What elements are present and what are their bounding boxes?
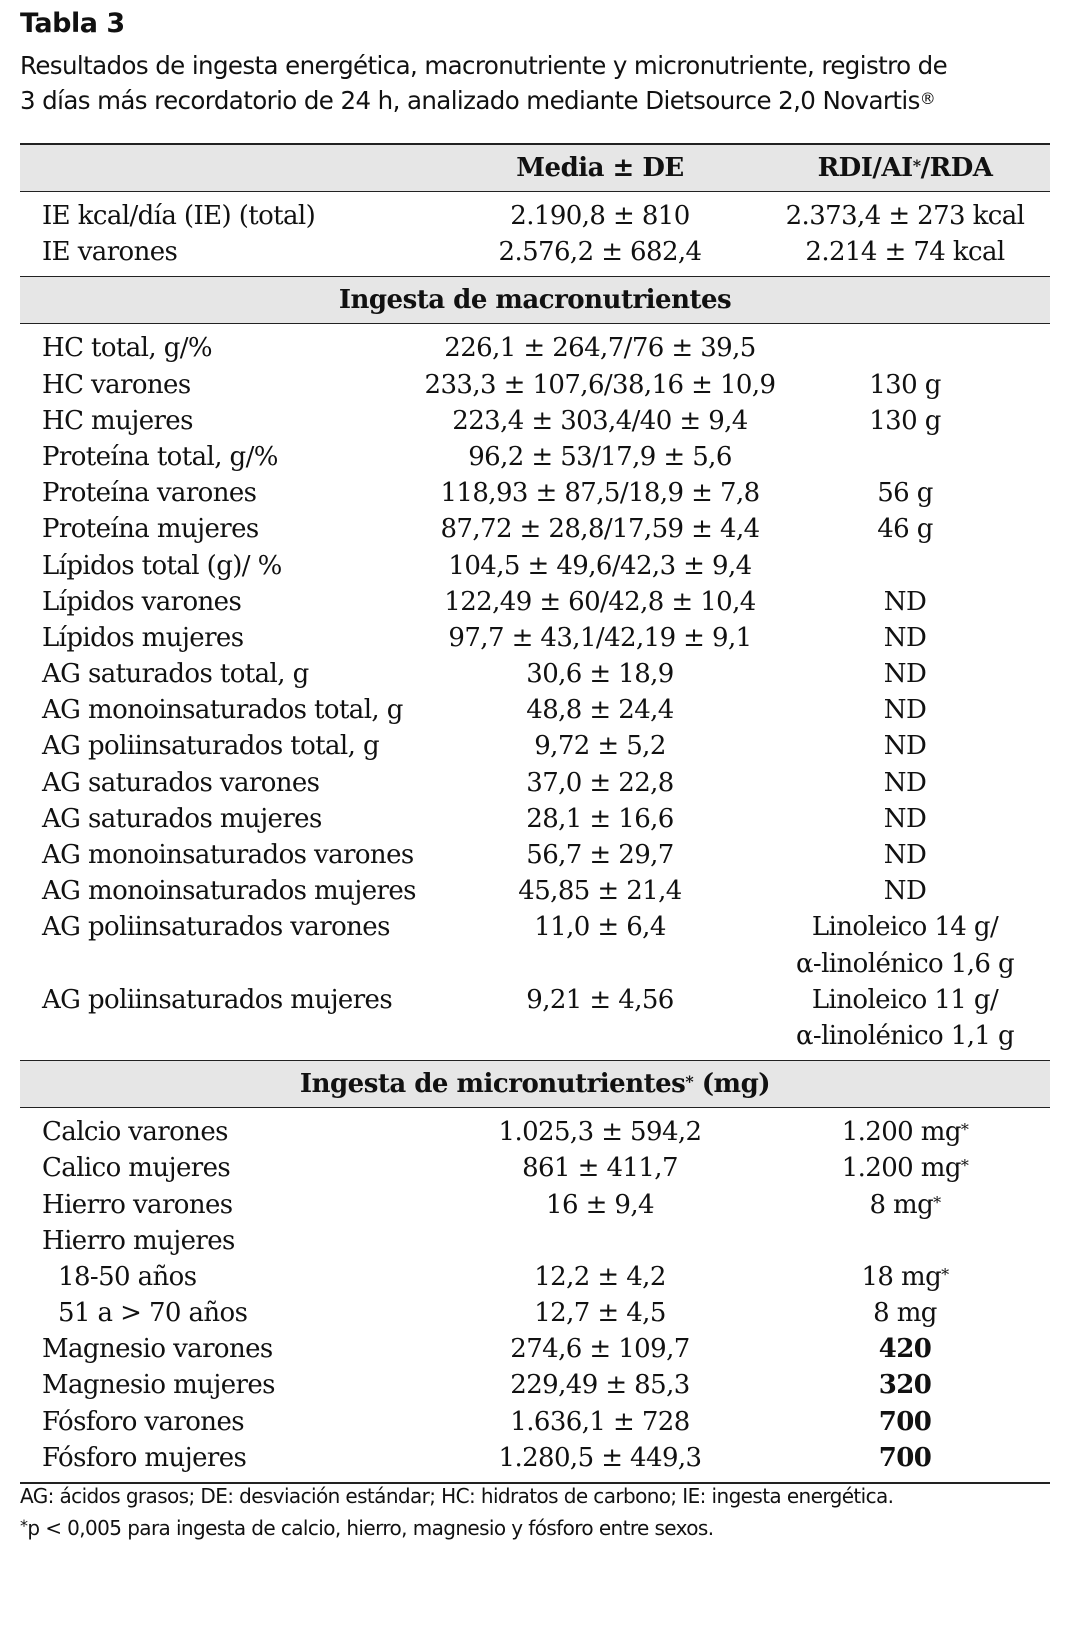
row-label: HC mujeres — [42, 405, 193, 436]
row-reference — [760, 837, 1050, 873]
trademark-symbol: ® — [919, 89, 936, 108]
row-label: AG monoinsaturados mujeres — [42, 876, 416, 907]
table-row — [20, 403, 1050, 439]
reference-value: ND — [883, 586, 927, 617]
row-reference — [760, 1150, 1050, 1186]
table-row — [20, 475, 1050, 511]
row-reference — [760, 620, 1050, 656]
row-reference — [760, 656, 1050, 692]
reference-line-1: Linoleico 14 g/ — [811, 912, 999, 943]
row-reference — [760, 765, 1050, 801]
table-row — [20, 1223, 1050, 1259]
row-label: HC varones — [42, 369, 191, 400]
row-mean: 104,5 ± 49,6/42,3 ± 9,4 — [448, 550, 752, 581]
reference-value: ND — [883, 840, 927, 870]
row-label: Magnesio mujeres — [42, 1370, 275, 1401]
reference-line-1: Linoleico 11 g/ — [811, 984, 999, 1015]
reference-asterisk: * — [960, 1120, 969, 1140]
reference-value: ND — [883, 731, 927, 762]
row-label: IE kcal/día (IE) (total) — [42, 201, 316, 231]
row-reference — [760, 692, 1050, 728]
row-mean: 233,3 ± 107,6/38,16 ± 10,9 — [424, 369, 776, 400]
row-mean: 37,0 ± 22,8 — [526, 767, 674, 798]
row-mean: 96,2 ± 53/17,9 ± 5,6 — [468, 441, 732, 472]
reference-value: 420 — [878, 1334, 932, 1365]
row-mean: 12,2 ± 4,2 — [534, 1261, 666, 1292]
row-mean: 1.025,3 ± 594,2 — [498, 1117, 702, 1148]
row-mean: 87,72 ± 28,8/17,59 ± 4,4 — [440, 514, 760, 545]
row-reference — [760, 1114, 1050, 1150]
row-reference — [760, 1404, 1050, 1440]
row-reference — [760, 1187, 1050, 1223]
row-mean: 118,93 ± 87,5/18,9 ± 7,8 — [440, 478, 760, 509]
macro-section-header: Ingesta de macronutrientes — [20, 276, 1050, 324]
reference-asterisk: * — [933, 1192, 941, 1212]
row-reference — [760, 1295, 1050, 1331]
header-reference: RDI/AI*/RDA — [817, 153, 993, 183]
row-label: Hierro varones — [42, 1189, 233, 1220]
table-row — [20, 801, 1050, 837]
caption-line-1: Resultados de ingesta energética, macronutriente y micronutriente, registro de — [20, 51, 948, 80]
table-row — [20, 1404, 1050, 1440]
row-label: Hierro mujeres — [42, 1225, 235, 1256]
row-label: AG saturados total, g — [42, 659, 309, 690]
row-label: AG monoinsaturados varones — [42, 840, 414, 870]
macro-section — [20, 324, 1050, 1060]
reference-line-2: α-linolénico 1,6 g — [795, 948, 1015, 979]
row-reference — [760, 475, 1050, 511]
table-row — [20, 439, 1050, 475]
reference-value: ND — [883, 622, 927, 653]
table-row — [20, 1440, 1050, 1476]
table-row — [20, 1367, 1050, 1403]
table-row — [20, 837, 1050, 873]
row-mean: 30,6 ± 18,9 — [526, 659, 674, 690]
reference-value: ND — [883, 803, 927, 834]
reference-value: 8 mg — [869, 1189, 934, 1220]
table-row — [20, 198, 1050, 234]
row-reference — [760, 873, 1050, 909]
table-row — [20, 1259, 1050, 1295]
reference-value: ND — [883, 876, 927, 907]
row-mean: 9,21 ± 4,56 — [526, 984, 674, 1015]
row-reference — [760, 1259, 1050, 1295]
row-label: Lípidos varones — [42, 586, 242, 617]
row-label: AG poliinsaturados total, g — [42, 731, 380, 762]
table-header — [20, 143, 1050, 192]
row-mean: 274,6 ± 109,7 — [510, 1334, 690, 1365]
reference-value: 2.373,4 ± 273 kcal — [785, 201, 1025, 231]
reference-value: 700 — [878, 1442, 932, 1473]
row-label: Fósforo varones — [42, 1406, 244, 1437]
caption-line-2: 3 días más recordatorio de 24 h, analizado mediante Dietsource 2,0 Novartis® — [20, 86, 936, 115]
table-footnotes — [20, 1480, 1050, 1544]
reference-value: 130 g — [869, 405, 941, 436]
row-label: Calico mujeres — [42, 1153, 231, 1184]
table-row — [20, 656, 1050, 692]
row-mean: 229,49 ± 85,3 — [510, 1370, 690, 1401]
table-row — [20, 1295, 1050, 1331]
reference-value: 130 g — [869, 369, 941, 400]
row-mean: 2.190,8 ± 810 — [510, 201, 690, 231]
footnote-abbreviations: AG: ácidos grasos; DE: desviación estándar; HC: hidratos de carbono; IE: ingesta energética. — [20, 1484, 894, 1508]
row-mean: 45,85 ± 21,4 — [518, 876, 682, 907]
reference-value: ND — [883, 659, 927, 690]
row-label: Proteína total, g/% — [42, 441, 278, 472]
micro-section-header: Ingesta de micronutrientes* (mg) — [20, 1060, 1050, 1108]
row-label: AG poliinsaturados mujeres — [42, 984, 393, 1015]
row-label: Calcio varones — [42, 1117, 228, 1148]
row-mean: 97,7 ± 43,1/42,19 ± 9,1 — [448, 622, 752, 653]
table-row — [20, 620, 1050, 656]
table-caption — [20, 48, 1050, 118]
row-label: AG monoinsaturados total, g — [42, 695, 403, 726]
table-row — [20, 511, 1050, 547]
row-reference — [760, 584, 1050, 620]
row-label: Proteína mujeres — [42, 514, 259, 545]
row-mean: 122,49 ± 60/42,8 ± 10,4 — [444, 586, 756, 617]
reference-value: 56 g — [877, 478, 933, 509]
row-label: 51 a > 70 años — [58, 1298, 248, 1329]
row-mean: 2.576,2 ± 682,4 — [498, 237, 702, 268]
row-mean: 223,4 ± 303,4/40 ± 9,4 — [452, 405, 748, 436]
table-row — [20, 584, 1050, 620]
header-mean: Media ± DE — [516, 153, 684, 183]
table-row — [20, 873, 1050, 909]
table-row — [20, 692, 1050, 728]
row-mean: 48,8 ± 24,4 — [526, 695, 674, 726]
row-reference — [760, 234, 1050, 270]
row-label: Lípidos mujeres — [42, 622, 244, 653]
reference-value: 8 mg — [873, 1298, 937, 1329]
row-label: HC total, g/% — [42, 333, 213, 364]
row-reference — [760, 403, 1050, 439]
table-row — [20, 728, 1050, 764]
reference-value: 2.214 ± 74 kcal — [805, 237, 1005, 268]
row-label: AG poliinsaturados varones — [42, 912, 390, 943]
row-reference — [760, 198, 1050, 234]
table-row — [20, 909, 1050, 981]
reference-value: 320 — [878, 1370, 932, 1401]
row-reference — [760, 982, 1050, 1054]
table-row — [20, 367, 1050, 403]
reference-value: 46 g — [877, 514, 933, 545]
row-mean: 9,72 ± 5,2 — [534, 731, 666, 762]
reference-value: 700 — [878, 1406, 932, 1437]
row-reference — [760, 1440, 1050, 1476]
row-reference — [760, 1367, 1050, 1403]
row-mean: 861 ± 411,7 — [522, 1153, 678, 1184]
micro-section — [20, 1108, 1050, 1482]
row-label: AG saturados varones — [42, 767, 320, 798]
table-row — [20, 982, 1050, 1054]
row-reference — [760, 909, 1050, 981]
table-row — [20, 548, 1050, 584]
table-row — [20, 1187, 1050, 1223]
table-row — [20, 1114, 1050, 1150]
row-label: AG saturados mujeres — [42, 803, 322, 834]
footnote-significance: *p < 0,005 para ingesta de calcio, hierro, magnesio y fósforo entre sexos. — [20, 1516, 714, 1540]
row-label: Lípidos total (g)/ % — [42, 550, 282, 581]
table-row — [20, 1150, 1050, 1186]
reference-value: 1.200 mg — [841, 1117, 961, 1148]
row-mean: 56,7 ± 29,7 — [526, 840, 674, 870]
row-mean: 16 ± 9,4 — [546, 1189, 654, 1220]
table-label: Tabla 3 — [20, 8, 125, 39]
table-row — [20, 234, 1050, 270]
reference-line-2: α-linolénico 1,1 g — [795, 1020, 1015, 1051]
reference-value: ND — [883, 767, 927, 798]
energy-section — [20, 192, 1050, 276]
reference-value: 1.200 mg — [841, 1153, 961, 1184]
reference-asterisk: * — [941, 1264, 949, 1284]
row-reference — [760, 728, 1050, 764]
row-mean: 11,0 ± 6,4 — [534, 912, 666, 943]
reference-asterisk: * — [960, 1156, 969, 1176]
row-mean: 12,7 ± 4,5 — [534, 1298, 666, 1329]
row-label: IE varones — [42, 237, 178, 268]
table-row — [20, 765, 1050, 801]
row-reference — [760, 367, 1050, 403]
row-mean: 28,1 ± 16,6 — [526, 803, 674, 834]
table-row — [20, 330, 1050, 366]
nutrient-table — [20, 143, 1050, 1484]
row-label: Fósforo mujeres — [42, 1442, 247, 1473]
row-label: Proteína varones — [42, 478, 257, 509]
row-mean: 226,1 ± 264,7/76 ± 39,5 — [444, 333, 756, 364]
row-reference — [760, 801, 1050, 837]
row-reference — [760, 1331, 1050, 1367]
row-label: 18-50 años — [58, 1261, 197, 1292]
row-mean: 1.280,5 ± 449,3 — [498, 1442, 702, 1473]
reference-value: ND — [883, 695, 927, 726]
row-reference — [760, 511, 1050, 547]
reference-value: 18 mg — [861, 1261, 942, 1292]
row-mean: 1.636,1 ± 728 — [510, 1406, 690, 1437]
table-row — [20, 1331, 1050, 1367]
row-label: Magnesio varones — [42, 1334, 273, 1365]
